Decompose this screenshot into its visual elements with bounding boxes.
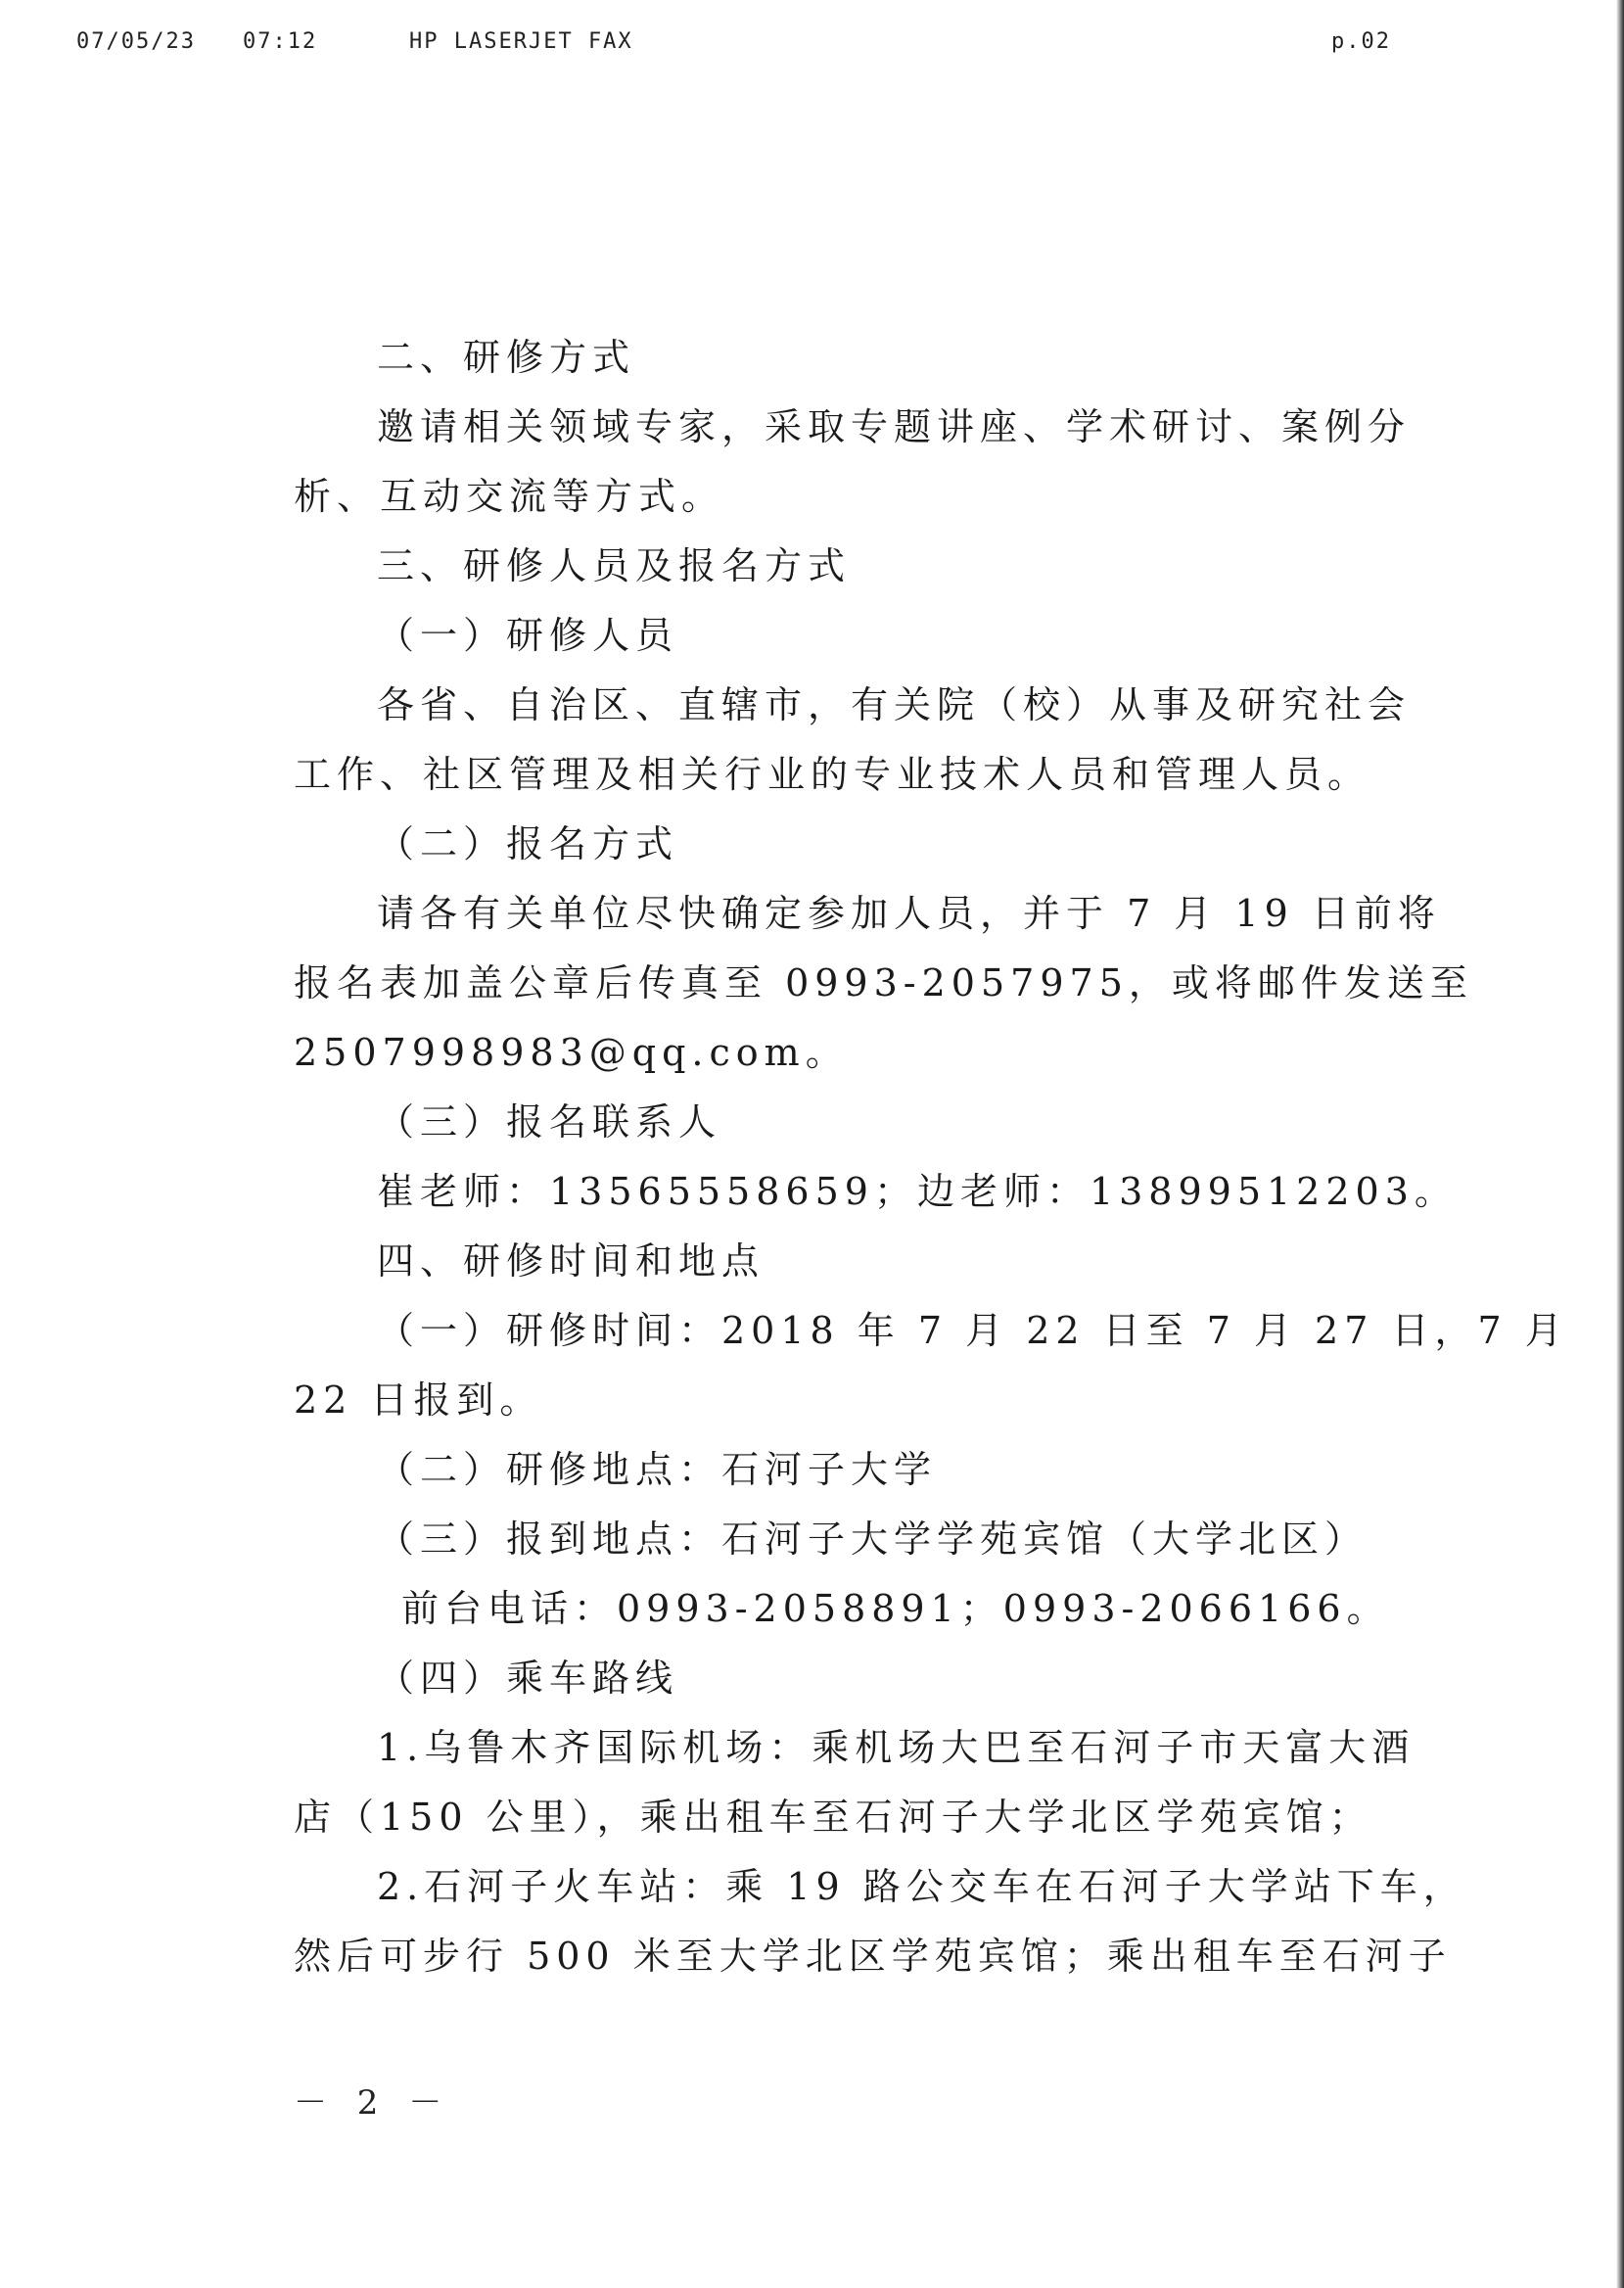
subheading-participants: （一）研修人员 — [377, 614, 679, 657]
registration-location: （三）报到地点：石河子大学学苑宾馆（大学北区） — [377, 1518, 1369, 1561]
section-heading-participants: 三、研修人员及报名方式 — [377, 544, 852, 587]
paragraph-line: 然后可步行 500 米至大学北区学苑宾馆；乘出租车至石河子 — [294, 1935, 1452, 1978]
front-desk-phone: 前台电话：0993-2058891；0993-2066166。 — [401, 1587, 1390, 1630]
document-body — [294, 323, 1568, 1991]
paragraph-line: 1.乌鲁木齐国际机场：乘机场大巴至石河子市天富大酒 — [377, 1726, 1415, 1769]
paragraph-line: 店（150 公里），乘出租车至石河子大学北区学苑宾馆； — [294, 1796, 1372, 1839]
subheading-registration: （二）报名方式 — [377, 822, 679, 865]
paragraph-line: 22 日报到。 — [294, 1378, 543, 1422]
paragraph-line: 析、互动交流等方式。 — [294, 475, 725, 518]
paragraph-line: 请各有关单位尽快确定参加人员，并于 7 月 19 日前将 — [377, 892, 1441, 935]
training-location: （二）研修地点：石河子大学 — [377, 1448, 938, 1491]
fax-header — [76, 29, 1391, 59]
paragraph-line: 工作、社区管理及相关行业的专业技术人员和管理人员。 — [294, 753, 1371, 796]
paragraph-line: （一）研修时间：2018 年 7 月 22 日至 7 月 27 日，7 月 — [377, 1309, 1568, 1352]
email-address: 2507998983@qq.com。 — [294, 1031, 849, 1074]
subheading-routes: （四）乘车路线 — [377, 1657, 679, 1700]
fax-device: HP LASERJET FAX — [409, 29, 633, 54]
scan-edge — [1616, 0, 1624, 2288]
fax-date: 07/05/23 — [76, 29, 196, 54]
contact-phones: 崔老师：13565558659；边老师：13899512203。 — [377, 1170, 1458, 1213]
subheading-contacts: （三）报名联系人 — [377, 1100, 722, 1144]
paragraph-line: 邀请相关领域专家，采取专题讲座、学术研讨、案例分 — [377, 405, 1412, 448]
section-heading-method: 二、研修方式 — [377, 336, 636, 379]
fax-page-label: p.02 — [1331, 29, 1391, 54]
paragraph-line: 报名表加盖公章后传真至 0993-2057975，或将邮件发送至 — [294, 961, 1473, 1004]
section-heading-time-place: 四、研修时间和地点 — [377, 1239, 766, 1283]
fax-time: 07:12 — [243, 29, 318, 54]
page-number: － 2 － — [294, 2083, 452, 2123]
paragraph-line: 2.石河子火车站：乘 19 路公交车在石河子大学站下车， — [377, 1865, 1466, 1908]
paragraph-line: 各省、自治区、直辖市，有关院（校）从事及研究社会 — [377, 683, 1412, 726]
